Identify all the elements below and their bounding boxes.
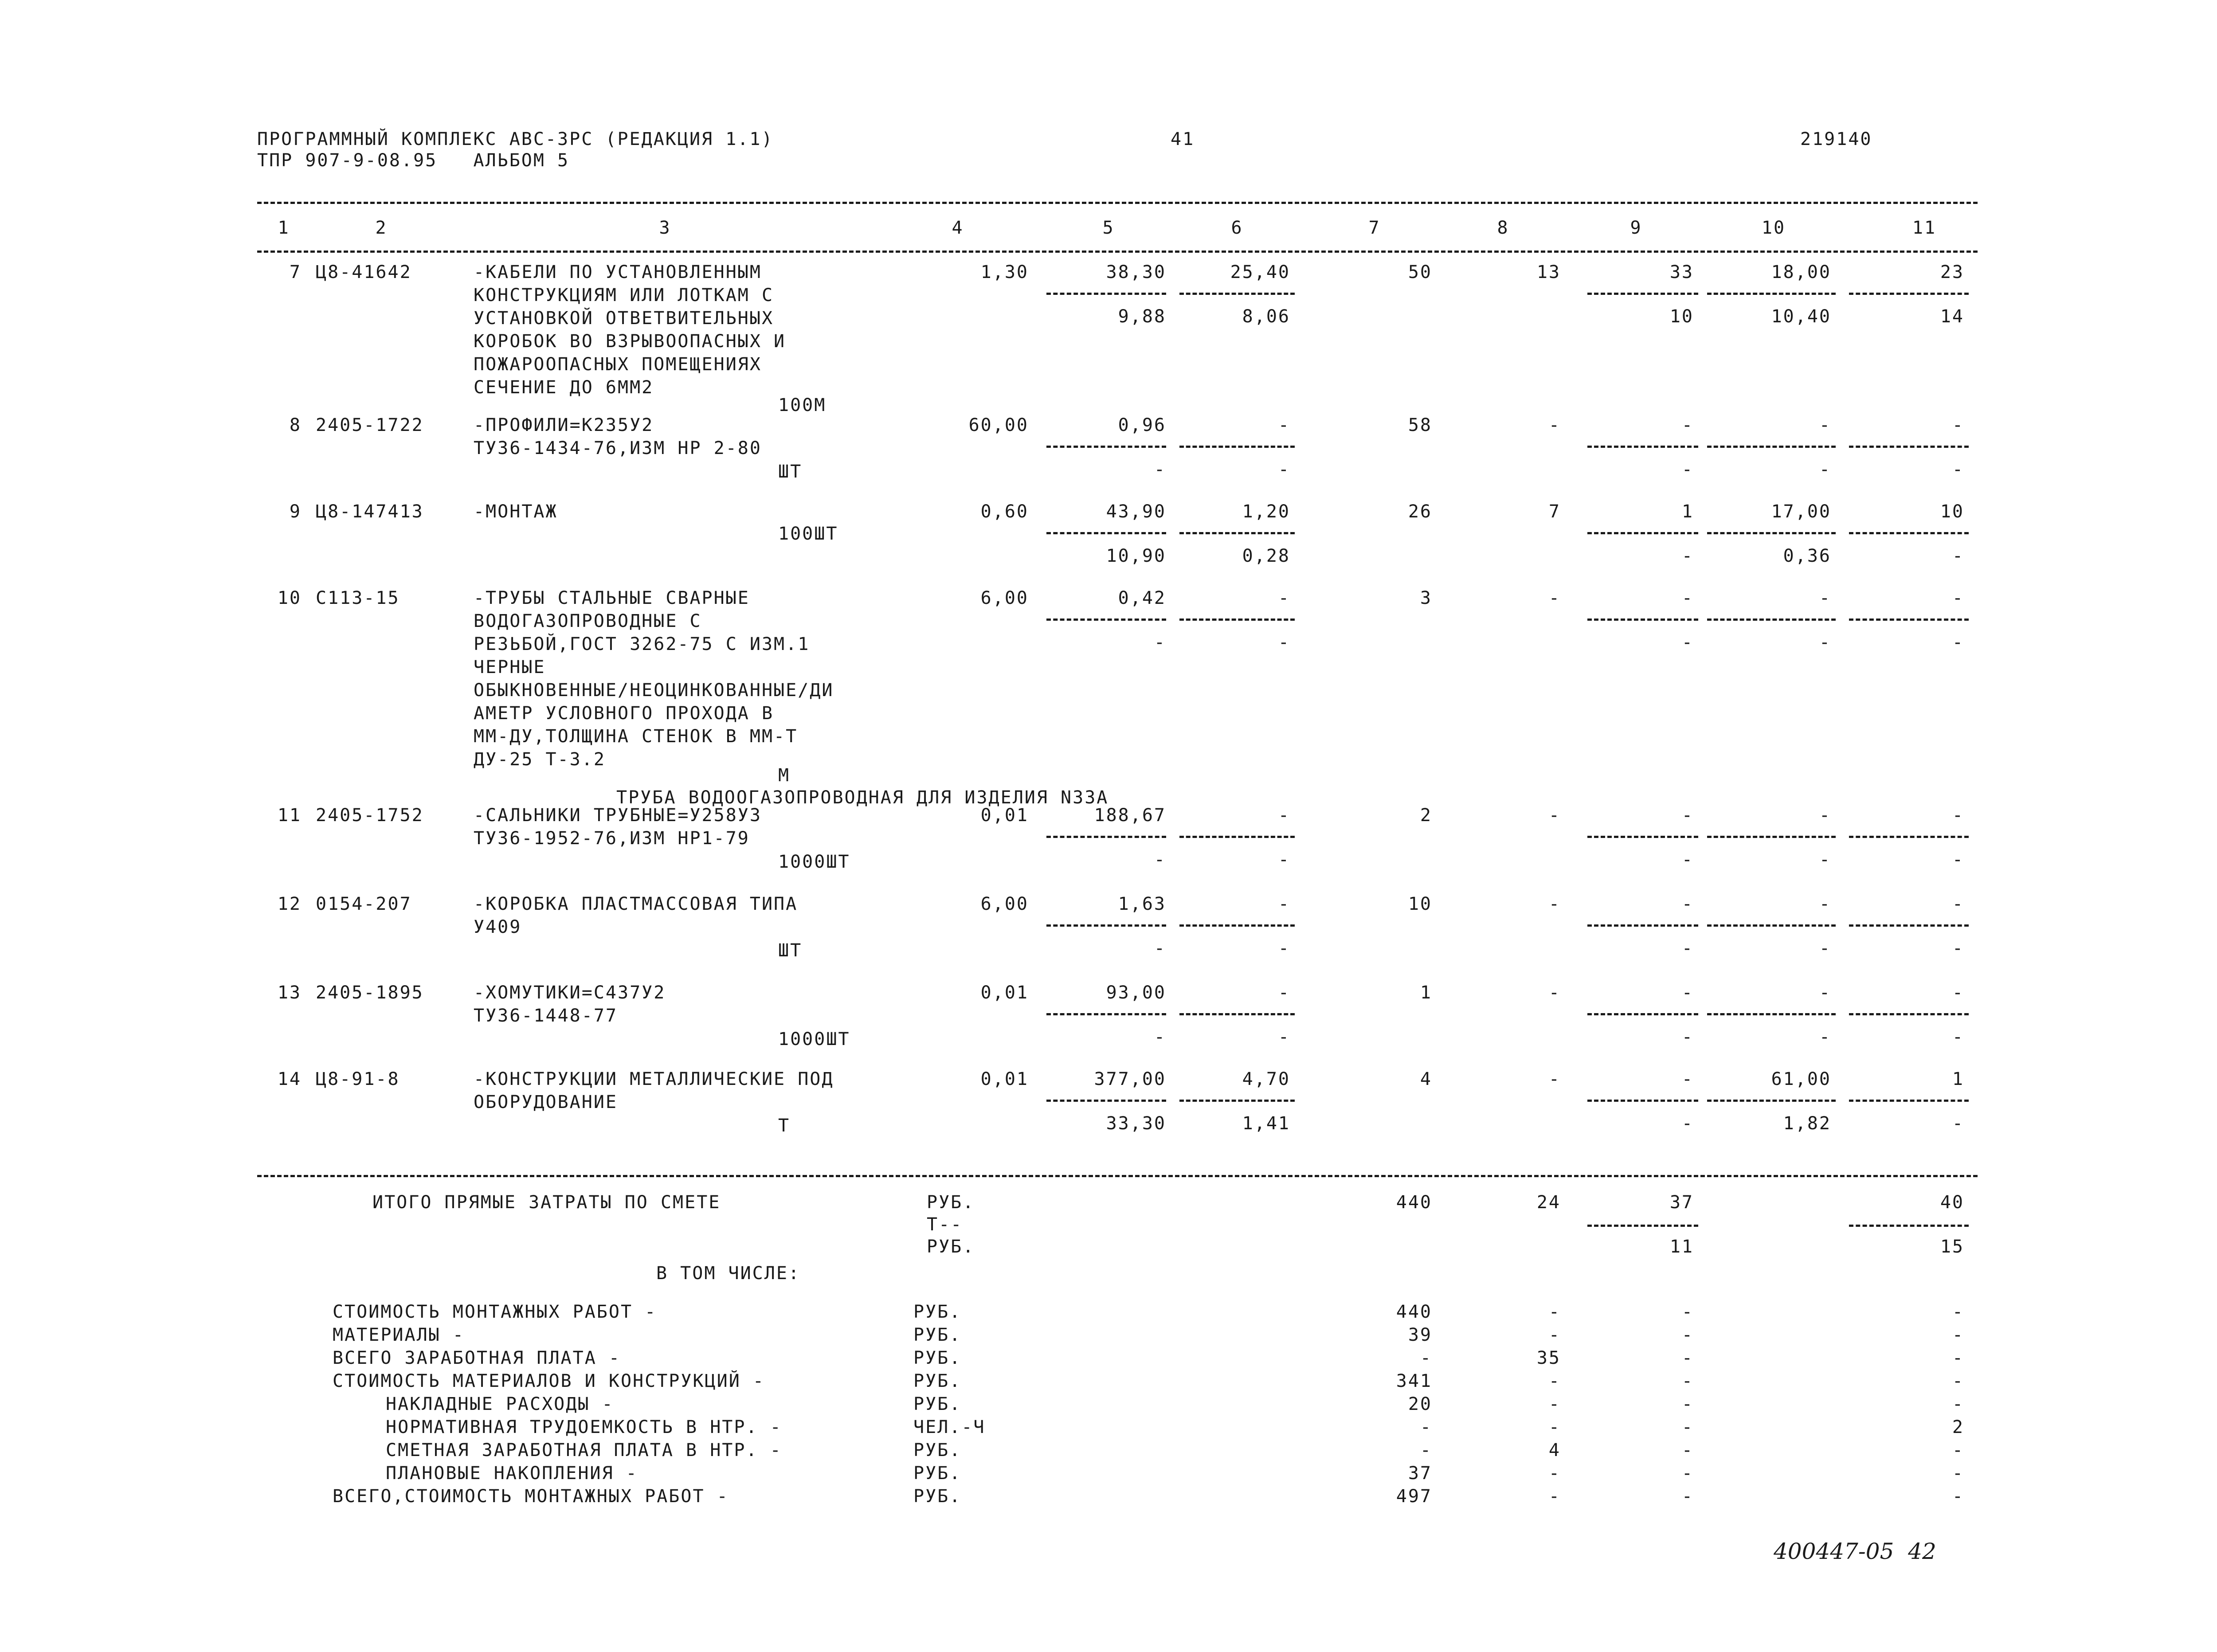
fraction-rule [1587, 532, 1698, 534]
cell-c9: - [1681, 983, 1694, 1003]
cell-c8: - [1548, 1069, 1561, 1089]
summary-c8: - [1548, 1325, 1561, 1345]
description-line: ТУ36-1434-76,ИЗМ НР 2-80 [474, 438, 762, 458]
row-number: 7 [289, 262, 302, 282]
resource-code: 2405-1752 [316, 805, 424, 826]
cell-c9: - [1681, 415, 1694, 435]
fraction-rule [1587, 924, 1698, 927]
column-header-5: 5 [1102, 218, 1115, 238]
unit-of-measure: 100ШТ [778, 524, 838, 544]
cell-c4: 6,00 [980, 588, 1029, 608]
unit-of-measure: 100М [778, 395, 826, 415]
row-number: 14 [277, 1069, 302, 1089]
summary-c7: - [1420, 1417, 1432, 1437]
cell-c9b: - [1681, 632, 1694, 653]
column-header-3: 3 [659, 218, 671, 238]
cell-c9: - [1681, 1069, 1694, 1089]
cell-c11: - [1952, 894, 1964, 914]
cell-c6b: - [1278, 632, 1290, 653]
cell-c4: 1,30 [980, 262, 1029, 282]
description-line: -КОРОБКА ПЛАСТМАССОВАЯ ТИПА [474, 894, 798, 914]
cell-c10b: - [1819, 1027, 1831, 1047]
summary-unit: РУБ. [913, 1486, 962, 1507]
summary-label: СМЕТНАЯ ЗАРАБОТНАЯ ПЛАТА В НТР. - [386, 1440, 782, 1460]
cell-c4: 60,00 [968, 415, 1029, 435]
cell-c5b: - [1154, 632, 1166, 653]
cell-c9: - [1681, 588, 1694, 608]
summary-c7: 37 [1408, 1463, 1432, 1484]
cell-c9b: - [1681, 546, 1694, 566]
cell-c11: 1 [1952, 1069, 1964, 1089]
cell-c10: 18,00 [1771, 262, 1831, 282]
description-line: КОНСТРУКЦИЯМ ИЛИ ЛОТКАМ С [474, 285, 774, 305]
fraction-rule [1849, 924, 1969, 927]
cell-c11b: - [1952, 459, 1964, 480]
description-line: -ПРОФИЛИ=К235У2 [474, 415, 654, 435]
fraction-rule [1179, 1013, 1295, 1015]
total-unit: РУБ. [927, 1192, 975, 1213]
description-line: ММ-ДУ,ТОЛЩИНА СТЕНОК В ММ-Т [474, 726, 798, 747]
header-bottom-rule [257, 251, 1978, 253]
cell-c9: - [1681, 894, 1694, 914]
description-line: У409 [474, 917, 522, 937]
row-number: 10 [277, 588, 302, 608]
unit-of-measure: М [778, 765, 791, 786]
fraction-rule [1587, 446, 1698, 448]
cell-c9: 1 [1681, 501, 1694, 522]
resource-code: 2405-1722 [316, 415, 424, 435]
handwritten-stamp: 400447-05 42 [1774, 1538, 1936, 1564]
cell-c5: 377,00 [1094, 1069, 1166, 1089]
cell-c10b: 1,82 [1783, 1113, 1831, 1134]
cell-c5: 43,90 [1106, 501, 1166, 522]
cell-c6b: 8,06 [1242, 306, 1290, 327]
summary-unit: РУБ. [913, 1302, 962, 1322]
cell-c7: 10 [1408, 894, 1432, 914]
row-10-note: ТРУБА ВОДООГАЗОПРОВОДНАЯ ДЛЯ ИЗДЕЛИЯ N33А [616, 787, 1109, 808]
summary-c8: - [1548, 1302, 1561, 1322]
fraction-rule [1587, 1225, 1698, 1227]
program-title: ПРОГРАММНЫЙ КОМПЛЕКС АВС-3РС (РЕДАКЦИЯ 1.1) [257, 129, 774, 149]
fraction-rule [1849, 1100, 1969, 1102]
table-bottom-rule [257, 1175, 1978, 1177]
cell-c8: - [1548, 894, 1561, 914]
cell-c6: 4,70 [1242, 1069, 1290, 1089]
cell-c5b: - [1154, 1027, 1166, 1047]
cell-c11b: - [1952, 938, 1964, 959]
fraction-rule [1849, 532, 1969, 534]
cell-c10: 17,00 [1771, 501, 1831, 522]
cell-c11: - [1952, 805, 1964, 826]
cell-c10: - [1819, 588, 1831, 608]
fraction-rule [1179, 446, 1295, 448]
fraction-rule [1046, 446, 1166, 448]
summary-unit: РУБ. [913, 1463, 962, 1484]
summary-c8: - [1548, 1417, 1561, 1437]
unit-of-measure: ШТ [778, 462, 803, 482]
description-line: СЕЧЕНИЕ ДО 6ММ2 [474, 377, 654, 398]
cell-c8: 13 [1536, 262, 1561, 282]
summary-label: ВСЕГО,СТОИМОСТЬ МОНТАЖНЫХ РАБОТ - [333, 1486, 729, 1507]
summary-c11: - [1952, 1394, 1964, 1414]
fraction-rule [1849, 446, 1969, 448]
fraction-rule [1707, 1100, 1836, 1102]
row-number: 9 [289, 501, 302, 522]
cell-c9: - [1681, 805, 1694, 826]
cell-c9b: - [1681, 1113, 1694, 1134]
summary-c11: - [1952, 1348, 1964, 1368]
cell-c5: 188,67 [1094, 805, 1166, 826]
column-header-10: 10 [1761, 218, 1786, 238]
cell-c7: 50 [1408, 262, 1432, 282]
row-number: 12 [277, 894, 302, 914]
cell-c5b: 9,88 [1118, 306, 1166, 327]
cell-c6b: - [1278, 849, 1290, 870]
cell-c7: 26 [1408, 501, 1432, 522]
summary-c11: - [1952, 1440, 1964, 1460]
fraction-rule [1849, 293, 1969, 295]
description-line: -КАБЕЛИ ПО УСТАНОВЛЕННЫМ [474, 262, 762, 282]
cell-c9b: - [1681, 849, 1694, 870]
summary-c8: - [1548, 1371, 1561, 1391]
summary-c7: - [1420, 1348, 1432, 1368]
cell-c10b: 10,40 [1771, 306, 1831, 327]
summary-c8: 4 [1548, 1440, 1561, 1460]
summary-c7: 497 [1396, 1486, 1432, 1507]
summary-unit: РУБ. [913, 1371, 962, 1391]
summary-c7: 20 [1408, 1394, 1432, 1414]
description-line: -МОНТАЖ [474, 501, 558, 522]
cell-c10b: - [1819, 849, 1831, 870]
cell-c10b: - [1819, 632, 1831, 653]
resource-code: С113-15 [316, 588, 400, 608]
cell-c5: 38,30 [1106, 262, 1166, 282]
cell-c11b: - [1952, 1113, 1964, 1134]
cell-c5: 1,63 [1118, 894, 1166, 914]
cell-c5b: - [1154, 849, 1166, 870]
summary-unit: РУБ. [913, 1440, 962, 1460]
unit-of-measure: ШТ [778, 940, 803, 961]
total-c11: 40 [1940, 1192, 1964, 1213]
including-label: В ТОМ ЧИСЛЕ: [656, 1263, 800, 1284]
cell-c5b: - [1154, 938, 1166, 959]
summary-c11: - [1952, 1371, 1964, 1391]
summary-c9: - [1681, 1348, 1694, 1368]
resource-code: 0154-207 [316, 894, 412, 914]
cell-c9b: 10 [1669, 306, 1694, 327]
resource-code: Ц8-147413 [316, 501, 424, 522]
unit-of-measure: Т [778, 1116, 791, 1136]
fraction-rule [1179, 293, 1295, 295]
total-unit-divider: Т-- [927, 1214, 963, 1235]
cell-c11: 23 [1940, 262, 1964, 282]
cell-c4: 0,01 [980, 983, 1029, 1003]
total-c11-lower: 15 [1940, 1237, 1964, 1257]
column-header-2: 2 [375, 218, 388, 238]
fraction-rule [1849, 1225, 1969, 1227]
column-header-4: 4 [952, 218, 964, 238]
fraction-rule [1707, 836, 1836, 838]
row-number: 13 [277, 983, 302, 1003]
cell-c7: 2 [1420, 805, 1432, 826]
cell-c5b: - [1154, 459, 1166, 480]
fraction-rule [1707, 293, 1836, 295]
description-line: ДУ-25 Т-3.2 [474, 749, 606, 770]
cell-c5: 0,96 [1118, 415, 1166, 435]
summary-c11: - [1952, 1463, 1964, 1484]
total-c7: 440 [1396, 1192, 1432, 1213]
description-line: ЧЕРНЫЕ [474, 657, 546, 677]
fraction-rule [1587, 1100, 1698, 1102]
total-c8: 24 [1536, 1192, 1561, 1213]
fraction-rule [1179, 1100, 1295, 1102]
fraction-rule [1849, 1013, 1969, 1015]
cell-c10: - [1819, 983, 1831, 1003]
unit-of-measure: 1000ШТ [778, 852, 850, 872]
cell-c10: 61,00 [1771, 1069, 1831, 1089]
column-header-1: 1 [278, 218, 290, 238]
summary-c9: - [1681, 1302, 1694, 1322]
cell-c5: 0,42 [1118, 588, 1166, 608]
cell-c4: 0,60 [980, 501, 1029, 522]
cell-c10: - [1819, 805, 1831, 826]
cell-c8: - [1548, 415, 1561, 435]
cell-c11: - [1952, 983, 1964, 1003]
fraction-rule [1587, 1013, 1698, 1015]
description-line: ВОДОГАЗОПРОВОДНЫЕ С [474, 611, 702, 631]
fraction-rule [1046, 619, 1166, 621]
row-number: 8 [289, 415, 302, 435]
column-header-6: 6 [1231, 218, 1243, 238]
fraction-rule [1587, 836, 1698, 838]
cell-c6b: - [1278, 459, 1290, 480]
cell-c6b: 0,28 [1242, 546, 1290, 566]
summary-c9: - [1681, 1325, 1694, 1345]
cell-c8: 7 [1548, 501, 1561, 522]
summary-c7: 341 [1396, 1371, 1432, 1391]
fraction-rule [1849, 619, 1969, 621]
cell-c6: - [1278, 588, 1290, 608]
cell-c8: - [1548, 588, 1561, 608]
cell-c4: 0,01 [980, 1069, 1029, 1089]
summary-c8: - [1548, 1463, 1561, 1484]
description-line: ТУ36-1952-76,ИЗМ НР1-79 [474, 828, 750, 849]
description-line: ОБЫКНОВЕННЫЕ/НЕОЦИНКОВАННЫЕ/ДИ [474, 680, 834, 701]
fraction-rule [1707, 1013, 1836, 1015]
summary-unit: РУБ. [913, 1394, 962, 1414]
total-c9: 37 [1669, 1192, 1694, 1213]
fraction-rule [1046, 532, 1166, 534]
summary-label: СТОИМОСТЬ МОНТАЖНЫХ РАБОТ - [333, 1302, 657, 1322]
fraction-rule [1707, 532, 1836, 534]
summary-c11: 2 [1952, 1417, 1964, 1437]
cell-c9b: - [1681, 1027, 1694, 1047]
page-number: 41 [1171, 129, 1195, 149]
fraction-rule [1707, 924, 1836, 927]
album-title: ТПР 907-9-08.95 АЛЬБОМ 5 [257, 150, 570, 171]
cell-c9: 33 [1669, 262, 1694, 282]
row-number: 11 [277, 805, 302, 826]
summary-c7: 39 [1408, 1325, 1432, 1345]
description-line: ТУ36-1448-77 [474, 1006, 618, 1026]
summary-c7: - [1420, 1440, 1432, 1460]
summary-c9: - [1681, 1417, 1694, 1437]
summary-c8: 35 [1536, 1348, 1561, 1368]
cell-c9b: - [1681, 938, 1694, 959]
summary-label: НОРМАТИВНАЯ ТРУДОЕМКОСТЬ В НТР. - [386, 1417, 782, 1437]
cell-c5b: 10,90 [1106, 546, 1166, 566]
summary-label: ПЛАНОВЫЕ НАКОПЛЕНИЯ - [386, 1463, 638, 1484]
cell-c7: 1 [1420, 983, 1432, 1003]
resource-code: Ц8-91-8 [316, 1069, 400, 1089]
summary-c9: - [1681, 1486, 1694, 1507]
fraction-rule [1046, 1013, 1166, 1015]
cell-c6b: - [1278, 938, 1290, 959]
cell-c11b: - [1952, 849, 1964, 870]
description-line: АМЕТР УСЛОВНОГО ПРОХОДА В [474, 703, 774, 724]
summary-label: ВСЕГО ЗАРАБОТНАЯ ПЛАТА - [333, 1348, 621, 1368]
cell-c6: - [1278, 805, 1290, 826]
cell-c11b: - [1952, 632, 1964, 653]
fraction-rule [1179, 619, 1295, 621]
fraction-rule [1046, 1100, 1166, 1102]
description-line: УСТАНОВКОЙ ОТВЕТВИТЕЛЬНЫХ [474, 308, 774, 329]
total-label: ИТОГО ПРЯМЫЕ ЗАТРАТЫ ПО СМЕТЕ [372, 1192, 721, 1213]
unit-of-measure: 1000ШТ [778, 1029, 850, 1049]
cell-c6: - [1278, 894, 1290, 914]
summary-c8: - [1548, 1394, 1561, 1414]
document-number: 219140 [1800, 129, 1872, 149]
cell-c6b: - [1278, 1027, 1290, 1047]
cell-c6: 25,40 [1230, 262, 1290, 282]
cell-c11: - [1952, 588, 1964, 608]
cell-c11b: - [1952, 1027, 1964, 1047]
cell-c11: 10 [1940, 501, 1964, 522]
cell-c10b: - [1819, 938, 1831, 959]
summary-c9: - [1681, 1371, 1694, 1391]
description-line: -САЛЬНИКИ ТРУБНЫЕ=У258У3 [474, 805, 762, 826]
resource-code: 2405-1895 [316, 983, 424, 1003]
cell-c7: 4 [1420, 1069, 1432, 1089]
summary-label: МАТЕРИАЛЫ - [333, 1325, 465, 1345]
cell-c11: - [1952, 415, 1964, 435]
summary-label: СТОИМОСТЬ МАТЕРИАЛОВ И КОНСТРУКЦИЙ - [333, 1371, 765, 1391]
cell-c7: 3 [1420, 588, 1432, 608]
cell-c5: 93,00 [1106, 983, 1166, 1003]
summary-unit: ЧЕЛ.-Ч [913, 1417, 986, 1437]
cell-c10: - [1819, 415, 1831, 435]
cell-c10b: 0,36 [1783, 546, 1831, 566]
fraction-rule [1046, 924, 1166, 927]
cell-c5b: 33,30 [1106, 1113, 1166, 1134]
column-header-9: 9 [1630, 218, 1642, 238]
cell-c6: - [1278, 415, 1290, 435]
summary-c9: - [1681, 1463, 1694, 1484]
description-line: РЕЗЬБОЙ,ГОСТ 3262-75 С ИЗМ.1 [474, 634, 810, 654]
fraction-rule [1046, 836, 1166, 838]
summary-c7: 440 [1396, 1302, 1432, 1322]
fraction-rule [1179, 924, 1295, 927]
summary-c11: - [1952, 1302, 1964, 1322]
table-top-rule [257, 202, 1978, 204]
summary-c9: - [1681, 1440, 1694, 1460]
cell-c10b: - [1819, 459, 1831, 480]
description-line: -КОНСТРУКЦИИ МЕТАЛЛИЧЕСКИЕ ПОД [474, 1069, 834, 1089]
description-line: ПОЖАРООПАСНЫХ ПОМЕЩЕНИЯХ [474, 354, 762, 375]
description-line: КОРОБОК ВО ВЗРЫВООПАСНЫХ И [474, 331, 786, 352]
cell-c4: 6,00 [980, 894, 1029, 914]
cell-c4: 0,01 [980, 805, 1029, 826]
resource-code: Ц8-41642 [316, 262, 412, 282]
description-line: -ТРУБЫ СТАЛЬНЫЕ СВАРНЫЕ [474, 588, 750, 608]
cell-c10: - [1819, 894, 1831, 914]
description-line: ОБОРУДОВАНИЕ [474, 1092, 618, 1112]
cell-c11b: - [1952, 546, 1964, 566]
cell-c6: - [1278, 983, 1290, 1003]
cell-c7: 58 [1408, 415, 1432, 435]
fraction-rule [1179, 836, 1295, 838]
fraction-rule [1707, 446, 1836, 448]
summary-c9: - [1681, 1394, 1694, 1414]
column-header-7: 7 [1368, 218, 1381, 238]
fraction-rule [1587, 619, 1698, 621]
total-unit-lower: РУБ. [927, 1237, 975, 1257]
column-header-8: 8 [1497, 218, 1509, 238]
cell-c6: 1,20 [1242, 501, 1290, 522]
column-header-11: 11 [1912, 218, 1937, 238]
cell-c8: - [1548, 805, 1561, 826]
fraction-rule [1587, 293, 1698, 295]
summary-c8: - [1548, 1486, 1561, 1507]
cell-c11b: 14 [1940, 306, 1964, 327]
cell-c8: - [1548, 983, 1561, 1003]
summary-c11: - [1952, 1325, 1964, 1345]
summary-unit: РУБ. [913, 1325, 962, 1345]
description-line: -ХОМУТИКИ=С437У2 [474, 983, 666, 1003]
fraction-rule [1179, 532, 1295, 534]
summary-c11: - [1952, 1486, 1964, 1507]
cell-c6b: 1,41 [1242, 1113, 1290, 1134]
fraction-rule [1849, 836, 1969, 838]
fraction-rule [1707, 619, 1836, 621]
summary-label: НАКЛАДНЫЕ РАСХОДЫ - [386, 1394, 614, 1414]
cell-c9b: - [1681, 459, 1694, 480]
total-c9-lower: 11 [1669, 1237, 1694, 1257]
fraction-rule [1046, 293, 1166, 295]
summary-unit: РУБ. [913, 1348, 962, 1368]
